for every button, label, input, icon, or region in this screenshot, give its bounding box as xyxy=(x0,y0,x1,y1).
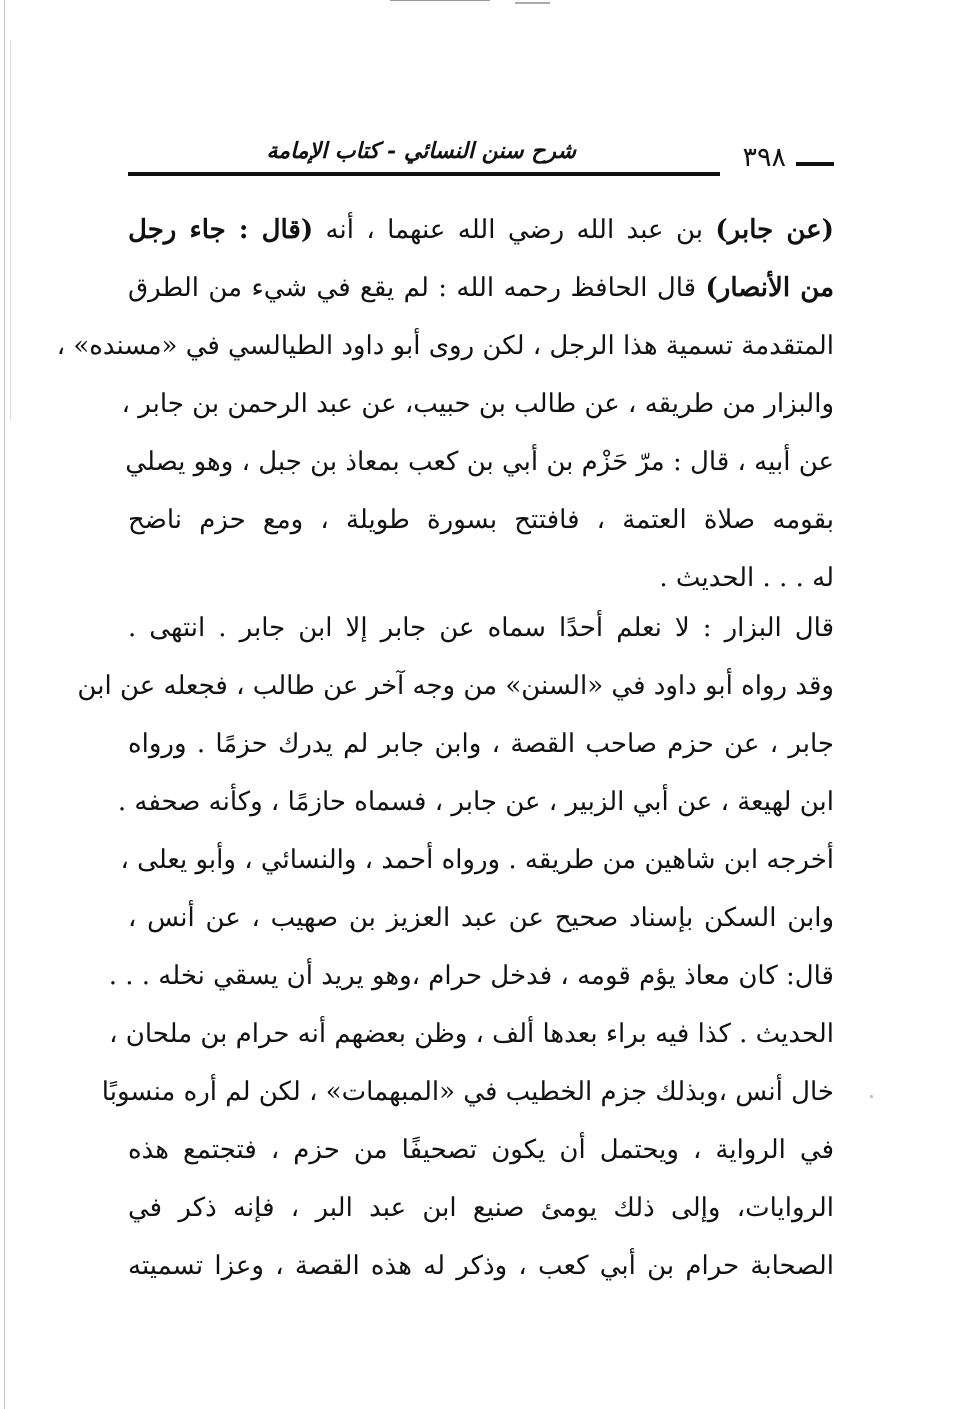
text-line: في الرواية ، ويحتمل أن يكون تصحيفًا من حزم ، فتجتمع هذه xyxy=(128,1135,834,1165)
text-line: جابر ، عن حزم صاحب القصة ، وابن جابر لم يدرك حزمًا . ورواه xyxy=(128,729,834,759)
scan-speck xyxy=(870,1095,873,1098)
page-number-rule xyxy=(796,162,834,166)
text-line: وابن السكن بإسناد صحيح عن عبد العزيز بن صهيب ، عن أنس ، xyxy=(128,903,834,933)
scan-mark xyxy=(515,2,550,4)
text-line xyxy=(121,375,834,433)
commentary-paragraph-1 xyxy=(56,201,835,607)
running-title: شرح سنن النسائي - كتاب الإمامة xyxy=(266,138,576,164)
header-rule xyxy=(128,172,720,176)
text-run: والبزار من طريقه ، عن طالب بن حبيب، عن عبد الرحمن بن جابر ، xyxy=(121,389,834,419)
text-line: ابن لهيعة ، عن أبي الزبير ، عن جابر ، فسماه حازمًا ، وكأنه صحفه . xyxy=(117,787,834,817)
text-line: قال البزار : لا نعلم أحدًا سماه عن جابر إلا ابن جابر . انتهى . xyxy=(128,613,834,643)
hadith-quote: (قال : جاء رجل xyxy=(128,215,314,245)
text-run: قال الحافظ رحمه الله : لم يقع في شيء من الطرق xyxy=(128,273,706,303)
hadith-quote: من الأنصار) xyxy=(705,273,834,303)
commentary-paragraph-2 xyxy=(77,599,834,1295)
text-run: بقومه صلاة العتمة ، فافتتح بسورة طويلة ، ومع حزم ناضح xyxy=(128,505,835,535)
text-run: له . . . الحديث . xyxy=(659,563,834,593)
page-header xyxy=(128,128,834,178)
text-line: قال: كان معاذ يؤم قومه ، فدخل حرام ،وهو يريد أن يسقي نخله . . . xyxy=(108,961,834,991)
page-number: ٣٩٨ xyxy=(742,142,786,173)
text-line: أخرجه ابن شاهين من طريقه . ورواه أحمد ، والنسائي ، وأبو يعلى ، xyxy=(120,845,834,875)
text-line: الصحابة حرام بن أبي كعب ، وذكر له هذه القصة ، وعزا تسميته xyxy=(128,1251,834,1281)
text-line: خال أنس ،وبذلك جزم الخطيب في «المبهمات» ، لكن لم أره منسوبًا xyxy=(101,1077,834,1107)
text-line xyxy=(125,433,834,491)
text-line: الروايات، وإلى ذلك يومئ صنيع ابن عبد البر ، فإنه ذكر في xyxy=(128,1193,834,1223)
text-line xyxy=(128,259,834,317)
text-line xyxy=(128,491,834,549)
text-line: الحديث . كذا فيه براء بعدها ألف ، وظن بعضهم أنه حرام بن ملحان ، xyxy=(109,1019,834,1049)
text-line xyxy=(128,201,834,259)
text-line: وقد رواه أبو داود في «السنن» من وجه آخر عن طالب ، فجعله عن ابن xyxy=(77,671,834,701)
hadith-quote: (عن جابر) xyxy=(715,215,834,245)
text-run: عن أبيه ، قال : مرّ حَزْم بن أبي بن كعب بمعاذ بن جبل ، وهو يصلي xyxy=(125,447,834,477)
scan-edge-line xyxy=(10,40,11,420)
text-run: المتقدمة تسمية هذا الرجل ، لكن روى أبو داود الطيالسي في «مسنده» ، xyxy=(56,331,834,361)
text-line xyxy=(56,317,834,375)
scan-edge-line xyxy=(4,0,5,1409)
text-run: بن عبد الله رضي الله عنهما ، أنه xyxy=(313,215,716,245)
scan-mark xyxy=(390,0,490,1)
